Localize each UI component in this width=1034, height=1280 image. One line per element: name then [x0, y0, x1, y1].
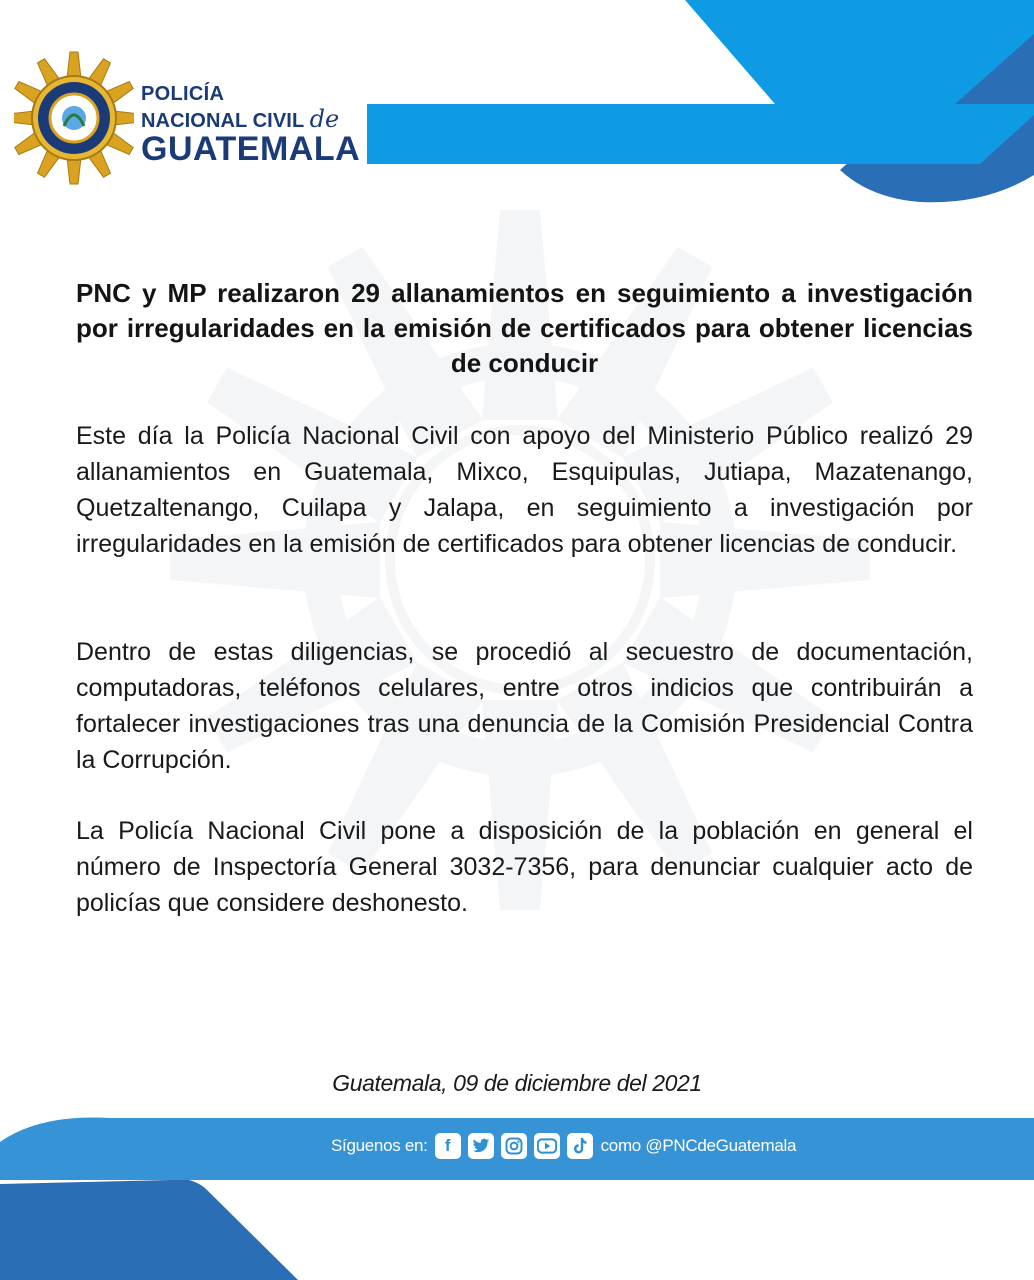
- brand-line-1: POLICÍA: [141, 83, 225, 105]
- release-paragraph-1: Este día la Policía Nacional Civil con apoyo del Ministerio Público realizó 29 allanamientos en Guatemala, Mixco, Esquipulas, Jutiapa, Mazatenango, Quetzaltenango, Cuilapa y Jalapa, en seguimiento a investigación por irregularidades en la emisión de certificados para obtener licencias de conducir.: [76, 422, 973, 558]
- police-badge-logo: [14, 50, 134, 186]
- dateline: Guatemala, 09 de diciembre del 2021: [332, 1070, 702, 1096]
- facebook-icon[interactable]: f: [435, 1133, 461, 1159]
- brand-wordmark: [141, 84, 360, 166]
- tiktok-icon[interactable]: [567, 1133, 593, 1159]
- brand-line-3: GUATEMALA: [141, 130, 361, 168]
- brand-line-2: [141, 107, 360, 131]
- release-paragraph-2: Dentro de estas diligencias, se procedió al secuestro de documentación, computadoras, teléfonos celulares, entre otros indicios que contribuirán a fortalecer investigaciones tras una denuncia de la Comisión Presidencial Contra la Corrupción.: [76, 638, 973, 774]
- brand-connector: de: [309, 105, 340, 133]
- release-title: PNC y MP realizaron 29 allanamientos en seguimiento a investigación por irregularidades en la emisión de certificados para obtener licencias de conducir: [76, 278, 973, 378]
- brand-line-2-text: NACIONAL CIVIL: [141, 110, 304, 132]
- release-paragraph-3: La Policía Nacional Civil pone a disposición de la población en general el número de Inspectoría General 3032-7356, para denunciar cualquier acto de policías que considere deshonesto.: [76, 817, 973, 917]
- social-bar: [331, 1131, 796, 1161]
- follow-label: Síguenos en:: [331, 1136, 428, 1155]
- youtube-icon[interactable]: [534, 1133, 560, 1159]
- footer-decoration: [0, 1100, 1034, 1280]
- twitter-icon[interactable]: [468, 1133, 494, 1159]
- instagram-icon[interactable]: [501, 1133, 527, 1159]
- social-handle[interactable]: como @PNCdeGuatemala: [600, 1136, 797, 1155]
